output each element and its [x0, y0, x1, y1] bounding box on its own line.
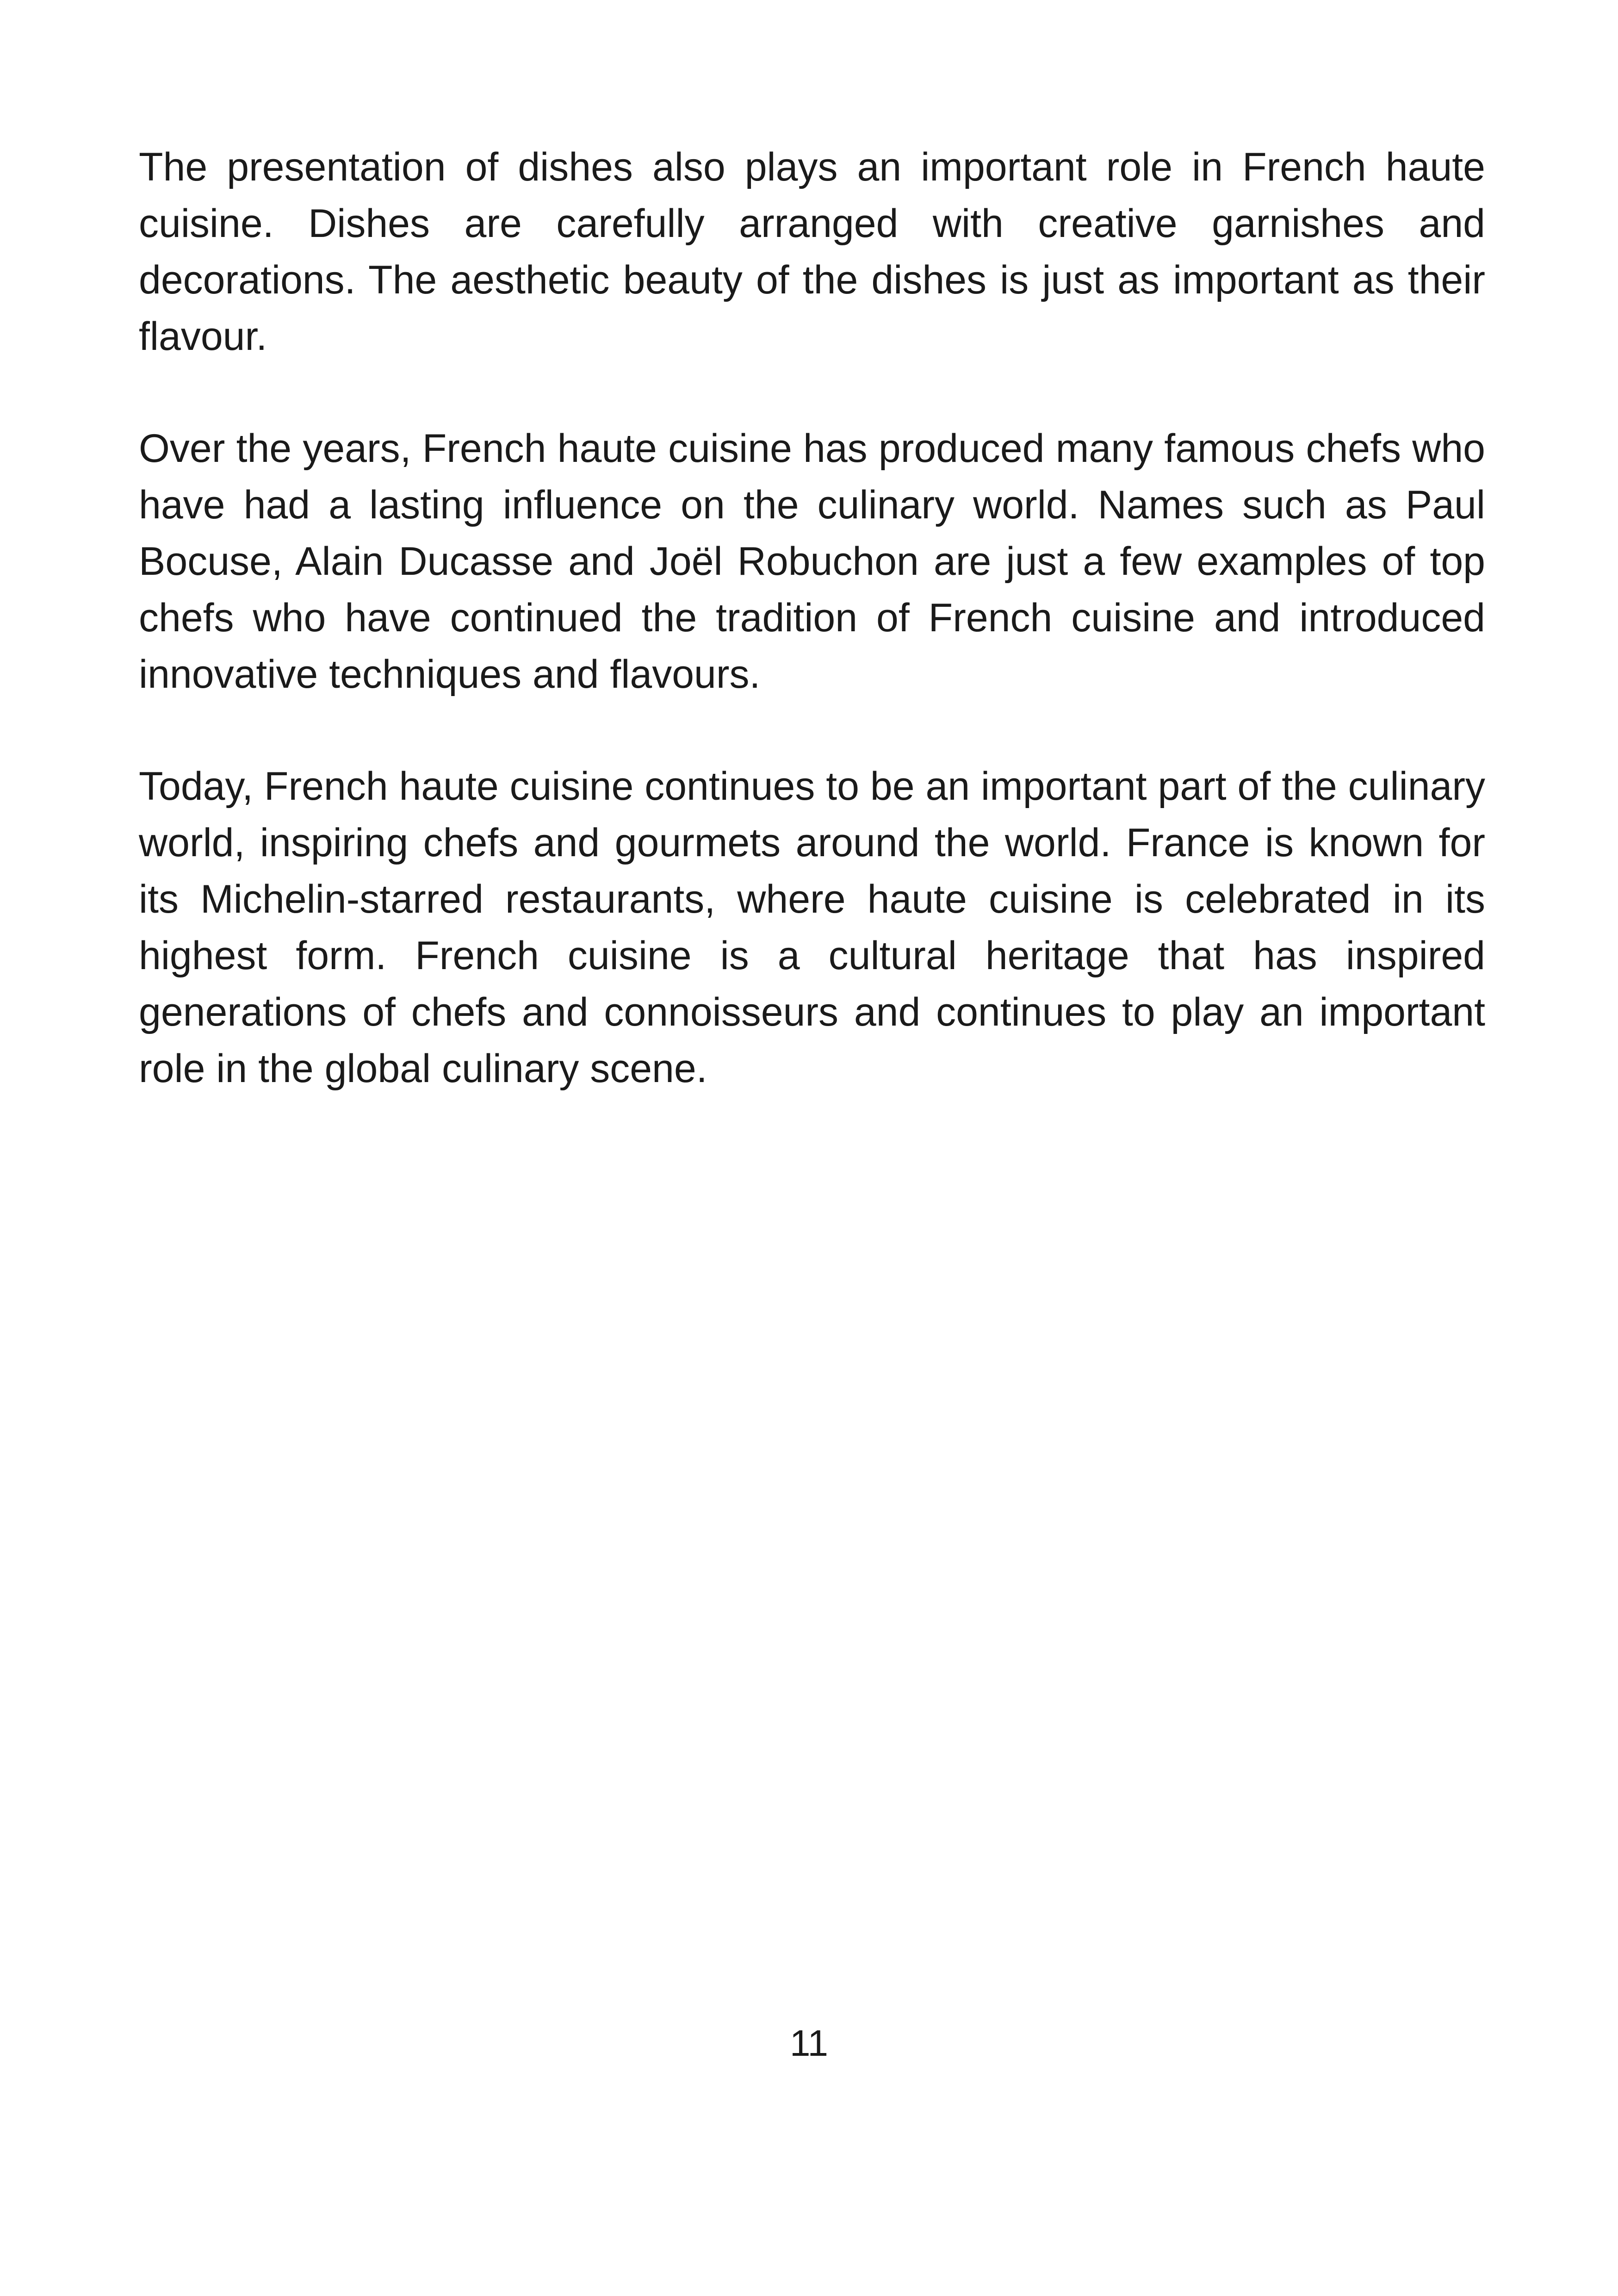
paragraph-famous-chefs: Over the years, French haute cuisine has produced many famous chefs who have had a lasting influence on the culinary world. Names such as Paul Bocuse, Alain Ducasse and Joël Robuchon are just a few examples of top chefs who have continued the tradition of French cuisine and introduced innovative techniques and flavours.	[139, 426, 1485, 697]
paragraph-today: Today, French haute cuisine continues to be an important part of the culinary world, inspiring chefs and gourmets around the world. France is known for its Michelin-starred restaurants, where haute cuisine is celebrated in its highest form. French cuisine is a cultural heritage that has inspired generations of chefs and connoisseurs and continues to play an important role in the global culinary scene.	[139, 764, 1485, 1091]
body-text	[139, 139, 1485, 1152]
paragraph-presentation: The presentation of dishes also plays an important role in French haute cuisine. Dishes are carefully arranged with creative garnishes and decorations. The aesthetic beauty of the dishes is just as important as their flavour.	[139, 145, 1485, 359]
page-number: 11	[789, 2022, 829, 2064]
